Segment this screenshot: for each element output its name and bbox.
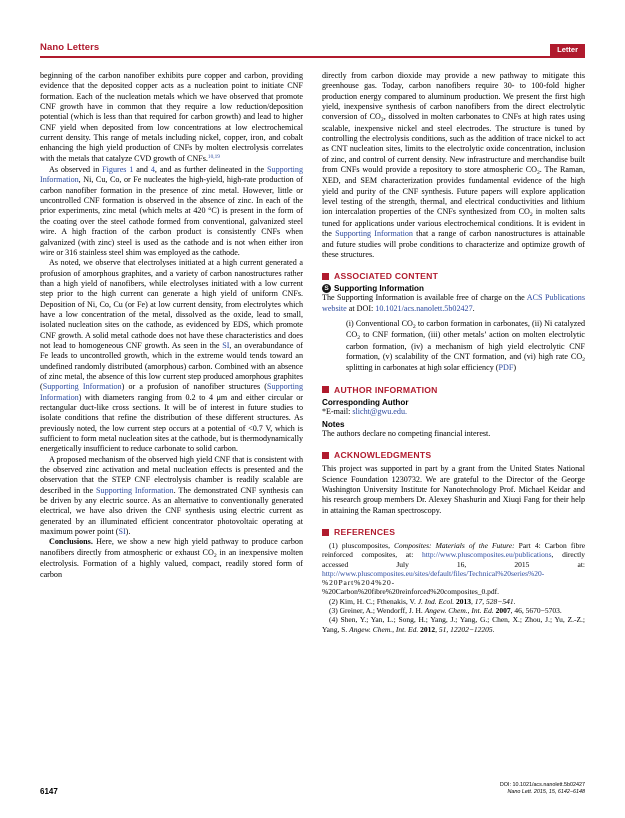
right-column xyxy=(322,71,585,634)
subscript-2: 2 xyxy=(529,212,533,219)
list-item: (i) Conventional $CO_2$ to carbon formation in carbonates, (ii) Ni catalyzed $CO_2$ to CNF formation, (iii) other metals’ action on molten electrolytic carbon formation, (iv) a mechanism of high yield electrolytic CNF formation, (v) scalability of the CNT formation, and (vi) high rate $CO_2$ splitting in carbonates at high solar efficiency (PDF) xyxy=(346,318,585,373)
reference-url-3: %20Part%204%20- xyxy=(322,578,396,588)
si-link-inline-2[interactable]: SI xyxy=(118,527,126,537)
footer-doi: DOI: 10.1021/acs.nanolett.5b02427 xyxy=(499,781,585,788)
supporting-information-link-3[interactable]: Supporting Information xyxy=(40,382,303,402)
running-head xyxy=(40,40,585,62)
supporting-information-label: Supporting Information xyxy=(334,284,424,294)
figure-link-1[interactable]: Figures 1 xyxy=(102,165,134,175)
conclusions-lead-in: Conclusions. xyxy=(49,537,93,547)
supporting-information-contents-list xyxy=(322,319,585,374)
page-number: 6147 xyxy=(40,787,58,796)
acknowledgments-text: This project was supported in part by a grant from the United States National Science Foundation 1230732. We are grateful to the Director of the George Washington University Institute for Nanotechnology Prof. Michael Keidar and his research group members Dr. Alexey Shashurin and Xiuqi Fang for their help in attaining the Raman spectroscopy. xyxy=(322,464,585,515)
section-heading-label: ACKNOWLEDGMENTS xyxy=(334,450,432,461)
supporting-information-subheading xyxy=(322,284,585,293)
supporting-information-link[interactable]: Supporting Information xyxy=(40,165,304,185)
page-footer xyxy=(40,782,585,796)
section-heading-acknowledgments xyxy=(322,450,585,460)
corresponding-author-label: Corresponding Author xyxy=(322,397,409,407)
section-heading-label: ASSOCIATED CONTENT xyxy=(334,271,439,282)
article-type-badge: Letter xyxy=(550,44,585,57)
reference-url-1[interactable]: http://www.pluscomposites.eu/publications xyxy=(422,550,552,560)
reference-item-3: (3) Greiner, A.; Wendorff, J. H. Angew. Chem., Int. Ed. 2007, 46, 5670−5703. xyxy=(329,606,562,616)
footer-citation: Nano Lett. 2015, 15, 6142−6148 xyxy=(507,788,585,795)
figure-link-4[interactable]: 4 xyxy=(150,165,155,175)
left-column xyxy=(40,71,303,580)
journal-title: Nano Letters xyxy=(40,42,100,53)
page-content-area xyxy=(40,40,585,785)
square-bullet-icon xyxy=(322,386,329,393)
paragraph-p5: Conclusions. Here, we show a new high yield pathway to produce carbon nanofibers directly from atmospheric or exhaust $CO_2$ in an inexpensive molten electrolysis. Formation of a highly valued, compact, readily stored form of carbon xyxy=(40,537,303,579)
footer-citation-block xyxy=(500,782,585,796)
square-bullet-icon xyxy=(322,452,329,459)
reference-item-2: (2) Kim, H. C.; Fthenakis, V. J. Ind. Ecol. 2013, 17, 528−541. xyxy=(329,596,516,606)
corresponding-author-email-line: *E-mail: slicht@gwu.edu. xyxy=(322,406,408,416)
reference-item-1: (1) pluscomposites, Composites: Materials of the Future: Part 4: Carbon fibre reinforced composites, at: http://www.pluscomposites.eu/publications, directly accessed July 16, 2015 at: http://www.pluscomposites.eu/sites/default/files/Technical%20series%20- %20Part%204%20- %20Carbon%20fibre%20reinforced%20composites_0.pdf. xyxy=(322,541,586,597)
square-bullet-icon xyxy=(322,529,329,536)
citation-superscript: 10,19 xyxy=(207,153,220,160)
email-link[interactable]: slicht@gwu.edu. xyxy=(352,406,408,416)
corresponding-author-subheading xyxy=(322,398,585,407)
supporting-information-availability: The Supporting Information is available free of charge on the ACS Publications website at DOI: 10.1021/acs.nanolett.5b02427. xyxy=(322,293,585,313)
square-bullet-icon xyxy=(322,273,329,280)
references-list xyxy=(322,541,585,634)
subscript-2: 2 xyxy=(380,117,384,124)
paragraph-p4: A proposed mechanism of the observed high yield CNF that is consistent with the observed zinc activation and metal nucleation effects is presented and the observation that the STEP CNF electrolysis chamber is readily scalable are described in the Supporting Information. The demonstrated CNF synthesis can be driven by any electric source. As an alternative to conventionally generated electrical, we have also driven the CNF synthesis using electric current as generated by an illuminated efficient concentrator photovoltaic operating at maximum power point (SI). xyxy=(40,454,303,537)
paragraph-p1: beginning of the carbon nanofiber exhibits pure copper and carbon, providing evidence that the deposited copper acts as a nucleation point to initiate CNF formation. Each of the nucleation metals which we have observed that promote CNF growth have in common that they require a low reduction/deposition potential (which is less than that required for carbon growth) and lead to higher CNF yield when deposited from low concentrations at low electrochemical current density. This range of metals including nickel, copper, iron, and cobalt enhancing the high yield production of CNFs by molten electrolysis correlates with the metals that catalyze CVD growth of CNFs.$^{10,19}$ xyxy=(40,71,303,163)
reference-url-4: %20Carbon%20fibre%20reinforced%20composites_0.pdf. xyxy=(322,587,500,597)
supporting-information-link-5[interactable]: Supporting Information xyxy=(335,229,413,239)
section-heading-label: AUTHOR INFORMATION xyxy=(334,384,438,395)
si-badge-icon: S xyxy=(322,284,331,293)
si-doi-link[interactable]: 10.1021/acs.nanolett.5b02427 xyxy=(375,303,473,313)
paragraph-r1: directly from carbon dioxide may provide a new pathway to mitigate this greenhouse gas. Today, carbon nanofibers require 30- to 100-fold higher production energy compared to aluminum production. We present the first high yield, inexpensive synthesis of carbon nanofibers from the direct electrolytic conversion of $CO_2$, dissolved in molten carbonates to CNFs at high rates using scalable, inexpensive nickel and steel electrodes. The structure is tuned by controlling the electrolysis conditions, such as the addition of trace nickel to act as CNT nucleation sites, limits to the electrolytic oxide concentration, inclusion of zinc, and control of current density. New infrastructure and merchandise built from CNFs would provide a repository to store atmospheric $CO_2$. The Raman, XED, and SEM characterization provides fundamental evidence of the high yield and purity of the CNF synthesis. Future papers will explore application level testing of the strength, thermal, and electrical conductivities and lithium ion intercalation properties of the CNFs synthesized from $CO_2$ in molten salts tuned for applications under various electrochemical conditions. It is evident in the Supporting Information that a range of carbon nanostructures is attainable and future studies will probe conditions to characterize and optimize growth of these structures. xyxy=(322,71,586,259)
notes-text: The authors declare no competing financial interest. xyxy=(322,428,491,438)
si-link-inline[interactable]: SI xyxy=(222,340,230,350)
pdf-link[interactable]: PDF xyxy=(498,363,514,373)
supporting-information-link-2[interactable]: Supporting Information xyxy=(42,382,122,392)
paragraph-p3: As noted, we observe that electrolyses initiated at a high current generated a profusion of amorphous graphites, and a variety of carbon nanostructures rather than a high yield of nanofibers, while electrolyses initiated with a low current step prior to the high current can generate a high yield of uniform CNFs. Deposition of Ni, Co, Cu (or Fe) at low current density, from electrolytes which have a low concentration of the metal, dissolved as the oxide, lead to small, isolated nucleation sites on the cathode, as evidenced by EDS, which promote CNF growth. A solid metal cathode does not have these characteristics and does not lead to homogeneous CNF growth. As seen in the SI, an overabundance of Fe leads to uncontrolled growth, which in the extreme would tends toward an undefined randomly distributed (amorphous) carbon. Combined with an absence of zinc metal, the absence of this low current step produced amorphous graphites (Supporting Information) or a profusion of nanofiber structures (Supporting Information) with diameters ranging from 0.2 to 4 μm and either circular or rectangular duct-like cross sections. It will be of interest in future studies to isolate conditions that refine the distribution of these different structures. As previously noted, the low current step occurs at a potential of <0.7 V, which is sufficient to form metal nucleation sites at the cathode, but is thermodynamically energetically insufficient to reduce carbonate to solid carbon. xyxy=(40,258,303,454)
reference-url-2[interactable]: http://www.pluscomposites.eu/sites/default/files/Technical%20series%20- xyxy=(322,568,545,578)
header-rule xyxy=(40,56,585,58)
supporting-information-link-4[interactable]: Supporting Information xyxy=(96,485,174,495)
subscript-2: 2 xyxy=(536,170,540,177)
section-heading-references xyxy=(322,527,585,537)
acs-publications-website-link[interactable]: ACS Publications website xyxy=(322,293,585,313)
section-heading-label: REFERENCES xyxy=(334,527,396,537)
two-column-body xyxy=(40,71,585,634)
notes-label: Notes xyxy=(322,419,345,429)
section-heading-associated-content xyxy=(322,271,585,281)
paragraph-p2: As observed in Figures 1 and 4, and as further delineated in the Supporting Information, Ni, Cu, Co, or Fe nucleates the high-yield, high-rate production of carbon nanofiber formation in the presence of zinc metal. However, little or uncontrolled CNF formation is observed in the absence of zinc. In each of the prior experiments, zinc metal (which melts at 420 °C) is present in the form of the coating over the steel cathode formed from conventional, galvanized steel wire. A high fraction of the carbon product is consistently CNFs when galvanized (with zinc) steel is used as the cathode and is not when either iron wire or 316 stainless steel shim was employed as the cathode. xyxy=(40,165,304,257)
subscript-2: 2 xyxy=(213,552,217,559)
notes-subheading xyxy=(322,420,585,429)
reference-item-4: (4) Shen, Y.; Yan, L.; Song, H.; Yang, J.; Yang, G.; Chen, X.; Zhou, J.; Yu, Z.-Z.; Yang, S. Angew. Chem., Int. Ed. 2012, 51, 12202−12205. xyxy=(322,615,585,634)
section-heading-author-information xyxy=(322,385,585,395)
